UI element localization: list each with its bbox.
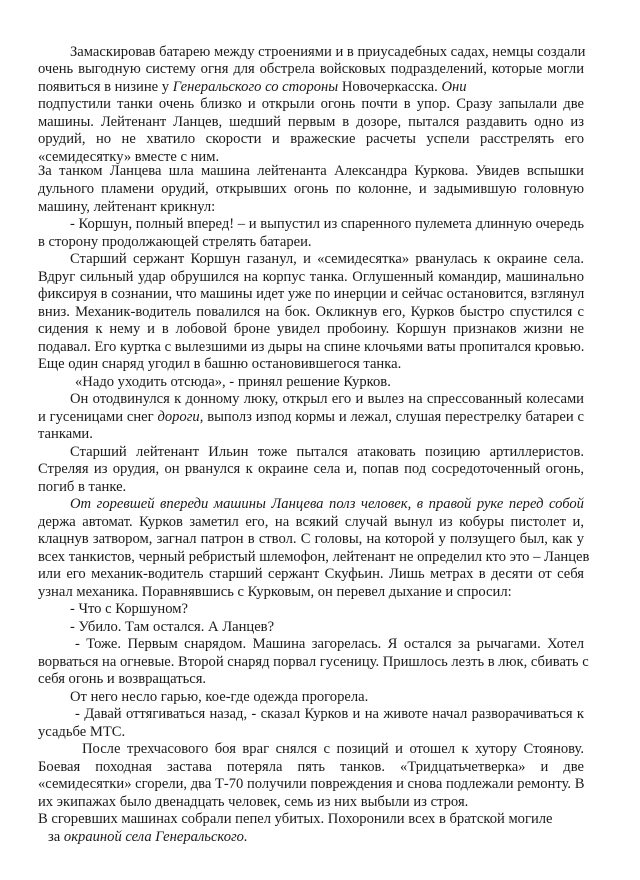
text-fragment: Еще один снаряд угодил в башню остановившегося танка.: [38, 356, 402, 372]
text-fragment: погиб в танке.: [38, 479, 127, 495]
text-line: [38, 671, 206, 688]
text-fragment: ворваться на огневые. Второй снаряд порвал гусеницу. Пришлось лезть в люк, сбивать с: [38, 654, 589, 670]
text-line: [38, 811, 553, 828]
text-line: [38, 776, 584, 793]
text-fragment: орудий, но не хватило скорости и вражеские расчеты успели расстрелять его: [38, 131, 584, 147]
italic-fragment: дороги,: [157, 409, 204, 425]
text-line: [38, 794, 468, 811]
text-line: [38, 321, 584, 338]
text-fragment: - Тоже. Первым снарядом. Машина загорелась. Я остался за рычагами. Хотел: [75, 636, 584, 652]
text-line: [38, 286, 584, 303]
text-line: [38, 584, 512, 601]
text-line: [38, 426, 93, 443]
text-fragment: выполз изпод кормы и лежал, слушая перестрелку батареи с: [203, 409, 585, 425]
text-line: [70, 44, 584, 61]
text-line: [75, 374, 391, 391]
text-fragment: вниз. Механик-водитель повалился на бок. Окликнув его, Курков быстро спустился с: [38, 304, 584, 320]
text-line: [38, 549, 590, 566]
text-fragment: «семидесятки» сгорели, два Т-70 получили повреждения и снова подлежали ремонту. В: [38, 776, 585, 792]
text-line: [70, 251, 584, 268]
text-fragment: фиксируя в сознании, что машины идет уже по инерции и сейчас остановится, взглянул: [38, 286, 585, 302]
text-fragment: Новочеркасска.: [338, 79, 442, 95]
text-fragment: танками.: [38, 426, 93, 442]
text-fragment: - Что с Коршуном?: [70, 601, 188, 617]
text-line: [38, 269, 584, 286]
text-line: [38, 566, 584, 583]
text-line: [38, 79, 467, 96]
text-line: [70, 689, 368, 706]
text-line: [38, 531, 584, 548]
text-fragment: появиться в низине у: [38, 79, 173, 95]
text-fragment: Боевая походная застава потеряла пять танков. «Тридцатьчетверка» и две: [38, 759, 584, 775]
text-line: [70, 601, 188, 618]
text-fragment: - Убило. Там остался. А Ланцев?: [70, 619, 275, 635]
text-fragment: подпустили танки очень близко и открыли огонь почти в упор. Сразу запылали две: [38, 96, 584, 112]
text-fragment: Замаскировав батарею между строениями и в приусадебных садах, немцы создали: [70, 44, 586, 60]
text-line: [38, 356, 401, 373]
text-fragment: или его механик-водитель старший сержант Скуфьин. Лишь метрах в десяти от себя: [38, 566, 584, 582]
italic-fragment: окраиной села Генеральского.: [63, 829, 248, 845]
text-line: [38, 724, 125, 741]
text-line: [38, 759, 584, 776]
text-fragment: себя огонь и возвращаться.: [38, 671, 207, 687]
text-fragment: Старший сержант Коршун газанул, и «семидесятка» рванулась к окраине села.: [70, 251, 584, 267]
text-line: [70, 496, 584, 513]
text-line: [38, 131, 584, 148]
italic-fragment: в правой руке перед собой: [411, 496, 584, 512]
italic-fragment: Они: [441, 79, 467, 95]
text-line: [70, 619, 274, 636]
text-fragment: «Надо уходить отсюда», - принял решение Курков.: [75, 374, 391, 390]
text-fragment: машину, лейтенант крикнул:: [38, 199, 216, 215]
text-line: [38, 234, 312, 251]
text-fragment: очень выгодную систему огня для обстрела войсковых подразделений, которые могли: [38, 61, 584, 77]
text-line: [38, 409, 584, 426]
text-fragment: После трехчасового боя враг снялся с позиций и отошел к хутору Стоянову.: [82, 741, 584, 757]
italic-fragment: Генеральского со стороны: [172, 79, 339, 95]
text-fragment: сидения к нему и в лобовой броне увидел пробоину. Коршун признаков жизни не: [38, 321, 584, 337]
text-fragment: За танком Ланцева шла машина лейтенанта Александра Куркова. Увидев вспышки: [38, 163, 584, 179]
text-fragment: - Коршун, полный вперед! – и выпустил из спаренного пулемета длинную очередь: [70, 216, 584, 232]
text-fragment: и гусеницами снег: [38, 409, 158, 425]
text-line: [75, 636, 584, 653]
text-line: [70, 391, 584, 408]
text-line: [38, 199, 215, 216]
text-fragment: Стреляя из орудия, он рванулся к окраине села и, попав под сосредоточенный огонь,: [38, 461, 584, 477]
text-fragment: Он отодвинулся к донному люку, открыл его и вылез на спрессованный колесами: [70, 391, 584, 407]
text-line: [38, 514, 584, 531]
text-line: [70, 216, 584, 233]
text-fragment: От него несло гарью, кое-где одежда прогорела.: [70, 689, 369, 705]
text-line: [38, 654, 589, 671]
text-fragment: всех танкистов, черный ребристый шлемофон, лейтенант не определил кто это – Ланцев: [38, 549, 590, 565]
text-line: [38, 96, 584, 113]
text-line: [38, 479, 126, 496]
text-line: [38, 181, 584, 198]
text-fragment: Старший лейтенант Ильин тоже пытался атаковать позицию артиллеристов.: [70, 444, 584, 460]
text-line: [75, 706, 584, 723]
text-fragment: «семидесятку» вместе с ним.: [38, 149, 220, 165]
text-line: [38, 61, 584, 78]
text-line: [38, 163, 584, 180]
text-fragment: усадьбе МТС.: [38, 724, 126, 740]
text-fragment: держа автомат. Курков заметил его, на всякий случай вынул из кобуры пистолет и,: [38, 514, 584, 530]
text-line: [38, 114, 584, 131]
text-line: [70, 444, 584, 461]
text-fragment: их экипажах было двенадцать человек, семь из них выбыли из строя.: [38, 794, 469, 810]
text-line: [38, 304, 584, 321]
text-fragment: в сторону продолжающей стрелять батареи.: [38, 234, 312, 250]
text-line: [38, 461, 584, 478]
text-fragment: дульного пламени орудий, открывших огонь по колонне, и задымившую головную: [38, 181, 584, 197]
text-fragment: подавал. Его куртка с вылезшими из дыры на спине клочьями ваты пропитался кровью.: [38, 339, 585, 355]
text-line: [38, 339, 584, 356]
text-fragment: - Давай оттягиваться назад, - сказал Курков и на животе начал разворачиваться к: [75, 706, 584, 722]
text-line: [82, 741, 584, 758]
text-fragment: В сгоревших машинах собрали пепел убитых. Похоронили всех в братской могиле: [38, 811, 553, 827]
text-fragment: клацнув затвором, загнал патрон в ствол. С головы, на которой у ползущего был, как у: [38, 531, 584, 547]
text-line: [48, 829, 248, 846]
text-fragment: узнал механика. Поравнявшись с Курковым, он перевел дыхание и спросил:: [38, 584, 512, 600]
text-fragment: машины. Лейтенант Ланцев, шедший первым в дозоре, пытался раздавить одно из: [38, 114, 584, 130]
text-fragment: Вдруг сильный удар обрушился на корпус танка. Оглушенный командир, машинально: [38, 269, 584, 285]
italic-fragment: От горевшей впереди машины Ланцева полз человек,: [70, 496, 412, 512]
text-fragment: за: [48, 829, 64, 845]
